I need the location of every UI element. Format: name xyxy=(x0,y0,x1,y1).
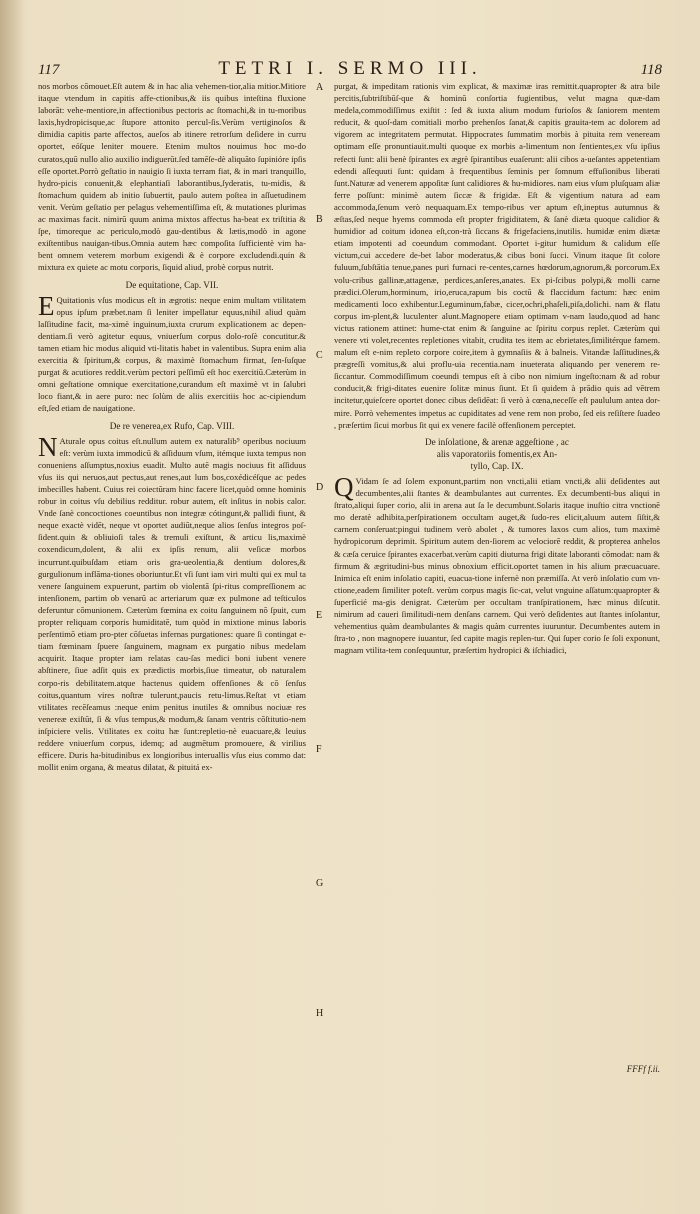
drop-cap: E xyxy=(38,290,55,321)
right-text-column xyxy=(334,80,660,656)
margin-marker: D xyxy=(316,482,324,493)
paragraph xyxy=(38,431,306,774)
paragraph xyxy=(334,472,660,656)
chapter-heading: De equitatione, Cap. VII. xyxy=(125,279,219,290)
paragraph: purgat, & impeditam rationis vim explicat, & maximæ iras remittit.quapropter & atra bile percitis,ſubtriſtibūſ-que & hominū conſortia fugientibus, velut magna quæ-dam medela,commodiſſimus exiſtit : ſed & iuxta alium modum furioſos & ſaniorem mentem reducit, & quoſ-dam comitiali morbo prehenſos ſanat,& capitis grauita-tem ac dolorem ad vigorem ac integritatem permutat. Hippocrates ſummatim morbis à pituita rem veneream optimam eſſe pronuntiauit.multi quoque ex morbis a-limentum non ſentientes,ex vſu ipſius refecti ſunt: alii benè ſpirantes ex ægrè ſpirantibus euaſerunt: alii cibos a-ueſantes appetentiam edendi aſſequuti ſunt: quidam à frequentibus ſeminis per ſomnum effuſionibus liberati ſunt.Naturæ ad venerem appoſitæ ſunt calidiores & hu-midiores. nam eius vſum pluſquam aliæ ferre poſſunt: minimè autem ſiccæ & frigidæ. Eſt & vigentium natura ad eam accommoda,ſenum verò nequaquam.Ex tempo-ribus ver aptum eſt,ineptus autumnus & æſtas,ſed neque hyems commoda eſt propter frigiditatem, & ſanè diæta quoque calidior & humidior ad coitum idonea eſt,con-trà ſiccans & frigefaciens,inutilis. humidæ enim diætæ etiam impotenti ad coeundum commodant. Oportet i-gitur humidum & calidum eſſe victum,cui accedere de-bet labor moderatus,& cibus boni ſucci. Vinum itaque ſit colore fuluum,ſubſtātia tenue,panes puri furnaci re-centes,carnes hœdorum,agnorum,& porcorum.Ex volu-cribus gallinæ,attagenæ, perdices,anſeres,anates. Ex pi-ſcibus polypi,& molli carne prædici.Olerum,horminum, irio,eruca,rapum bis coctū & flaccidum factum: hæc enim medicamenti loco exhibentur.Leguminum,fabæ, cicer,ochri,phaſeli,piſa,dolichi. nam & flatu corpus im-plent,& luculenter alunt.Magnopere etiam optimam v-nam laudo,quod ad hanc victus rationem attinet: hume-ctat enim & ſanguine ac ſpiritu corpus replet. Cæterùm qui venere vti volet,recentes repletiones vitabit, crudita tes item ac ebrietates,ſimilitérque famem. malum eſt e-nim repleto corpore coire,item à gymnaſiis & à balneis. Vitandæ laſſitudines,& prægreſſi vomitus,& alui proflu-uia recentia.nam inueterata aliquando per venerem re-ſiccantur. Commodiſſimum coeundi tempus eſt à cibo non nimium ingeſto:nam & ad robur conducit,& frigi-ditates euenire ſolitæ minus ſiunt. Et ſi quidem à prādio quis ad vētrem incitetur,quieſcere oportet donec cibus deſidēat: ſi verò à cœna,neceſſe eſt paululum antea dor-mire. Porrò vehementes impetus ac cupiditates ad vene rem non probo, ſed eis reſiſtere ſuadeo , præſertim ſicui morbus ſit qui ex venere facilè offenſionem perceptet. xyxy=(334,81,660,430)
printer-signature-mark: FFFf f.ii. xyxy=(626,1064,660,1074)
paragraph-text: Aturale opus coitus eſt.nullum autem ex naturalib⁹ operibus nociuum eſt: verùm iuxta immodicū & aſſiduum vſum, itémque iuxta tempus non conueniens aſſumptus,noxius euadit. Multo autē magis nociuus fit aſſiduus vſus iis qui neruos,aut pectus,aut renes,aut lum bos,coxédicéſque ac pedes imbecilles habent. Cuius rei coiectūram hinc facere licet,quòd omne hominis robur in coitus vſu debilius redditur. robur autem, eſt inſitus in nobis calor. Vnde ſanè concoctiones coeuntibus non integræ cótingunt,& pallidi fiunt, & neque exactè vidēt, neque vt oportet audiūt,neque alios ſenſus integros poſ-ſident.quin & obliuioſi tales & tremuli exiſtunt, & articu lis,maximè coxendicum,dolent, & alii ex ipſis renum, alii veſicæ morbos incurrunt.quibuſdam etiam oris gra-ueolentia,& dentium dolores,& gurgulionum inflāma-tiones oboriuntur.Et vſi ſunt iam viri multi qui ex mul ta venere ſanguinem expuerunt, partim ob violentā ſpi-ritus compreſſionem ac intenſionem, partim ob venarū ac arteriarum quæ ex pulmone ad teſticulos deferuntur cōmunionem. Cæterùm fœmina ex coitu ſanguinem nō ſpuit, cum propter reliquam corporis humiditatē, tum quòd in mixtione minus laboris perſentimō etiam pro-pter cōſuetas infernas purgationes: quare ſi contingat e-tiam fœminam ſpuere ſanguinem, magnam ex purgatio nibus medelam acquirit. Itaque propter iam relatas cau-ſas medici boni iubent venere abſtinere, ſiue adſit quis ex prædictis morbis,ſiue timeatur, ob naturalem corpo-ris debilitatem.atque hactenus quidem offenſiones & cō ſenſus coitus,quantum vires noſtræ tulerunt,paucis retu-limus.Reſtat vt etiam vtilitates recēſeamus :neque enim penitus inutiles & omnibus nociuæ res venereæ exiſtūt, ſi & vſus tempus,& modum,& ſanam ventris cōſtitutio-nem inſpiciere velis. Vtilitates ex coitu hæ ſunt:repletio-nè euacuare,& leuius reddere vniuerſum corpus, idemq; ad augmētum promouere, & virilius efficere. Duris ha-bitudinibus ex longioribus interuallis vſus eius commo dat: mollit enim organa, & meatus dilatat, & pituitá ex- xyxy=(38,435,306,773)
margin-marker: B xyxy=(316,214,323,225)
page-gutter-shadow xyxy=(0,0,24,1214)
drop-cap: N xyxy=(38,431,58,462)
paragraph-text: Quitationis vſus modicus eſt in ægrotis: neque enim multam vtilitatem opus ipſum præbet.nam ſi leniter impellatur equus,nihil aliud quàm laſſitudine facit, ma-ximè inguinum,iuxta crurum explicationem ac depen-dentiam.ſi verò agitetur equus, vniuerſum corpus dolo-roſè concutitur.& tamen etiam hic modus aliquid vti-litatis habet in valentibus. Supra enim alia exercitia & ſpiritum,& corpus, & maximè ſtomachum firmat, ſen-ſuſque purgat & acutiores reddit.verùm pectori peſſimū eſt hoc exercitiū.Cæterùm in omni geſtatione omnique exercitatione,curandum eſt maximè vt in ſalubri loco fiant,& in aere puro: nec ſolùm de aliis exercitiis hoc ac-cipiendum eſt,ſed etiam de nauigatione. xyxy=(38,294,306,414)
drop-cap: Q xyxy=(334,472,354,502)
chapter-heading xyxy=(334,436,660,472)
margin-marker: E xyxy=(316,610,323,621)
margin-marker: C xyxy=(316,350,323,361)
chapter-heading-line: De inſolatione, & arenæ aggeſtione , ac xyxy=(425,436,569,447)
paragraph-text: Vidam ſe ad ſolem exponunt,partim non vncti,alii etiam vncti,& alii deſidentes aut decumbentes,alii ſtantes & deambulantes aut currentes. Ex decumbenti-bus aliqui in ſtrato,aliqui ſuper corio, alii in arena aut ſa le decumbunt.Solaris itaque inuſtio citra vnctionē mo deratè adhibita,perſpirationem occultam auget,& ſudo-res elicit,aluum autem ſiſtit,& carnem conſeruat:pingui tudinem verò abolet , & tumores laxos cum alios, tum maximè hydropicorum deprimit. Spiritum autem den-ſiorem ac velociorē reddit, & propterea anhelos & cæſa ceruice ſpirantes exacerbat.verùm capiti diuturna frigi ditate laboranti cōmodat: nam & firmum & ægritudini-bus minus obnoxium efficit.oportet tamen in his alium præcuacuare. Inimica eſt enim inſolatio capiti, euacua-tione infernè non præmiſſa. At verò inſolatio cum vn-ctione,eadem ſimiliter poteſt. verùm corpus magis ſic-cat, velut vnguine aſſatum:quapropter & ſuperficié ma-gis denigrat. Cæterùm per occultam tranſpirationem, hæc minus diſcutit. nimirum ad caueri ſimilitudi-nem denſans carnem. Qui verò deſidentes aut ſtantes inſolantur, vehementius quàm deambulantes & magis quàm currentes iuuruntur. Decumbentes autem in ſtra-to , non magnopere iuuantur, ſed capite magis replen-tur. Qui ſuper corio ſe ſoli exponunt, magnam vtilita-tem conſequuntur, præſertim hydropici & iſchiadici, xyxy=(334,476,660,656)
chapter-heading: De re venerea,ex Rufo, Cap. VIII. xyxy=(109,420,235,431)
left-text-column xyxy=(38,80,306,773)
margin-marker: H xyxy=(316,1008,324,1019)
chapter-heading-line: alis vaporatoriis fomentis,ex An- xyxy=(436,448,558,459)
page-number-right: 118 xyxy=(640,62,662,78)
paragraph xyxy=(38,290,306,415)
margin-marker: G xyxy=(316,878,324,889)
paragraph: nos morbos cōmouet.Eſt autem & in hac alia vehemen-tior,alia mitior.Mitiore itaque vtendum in capitis affe-ctionibus,& iis quibus inteſtina fluxione laborāt: vehe-mentiore,in affectionibus pectoris ac ſtomachi,& in tu-moribus laxis,hydropicisque,ac ſtupore attonito percul-ſis.Verùm vertiginoſos & dimidia capitis parte affectos, aueſos ab itinere retrorſum deſidere in curru oportet, eóſque leniter mouere. Etenim multos nouimus hoc mo-do curatos,quū nullo alio auxilio indiguerūt.ſed tamēſe-dè aliquãto ſupinióre ipſis eſſe oportet.Porrò geſtatio in nauigio ſi iuxta terram fiat, & in mari tranquillo, hydro-picis conuenit,& elephantiaſi laborantibus,ſyderatis, tu-midis, & ſtomachum quidem ab initio ſubuertit, paulo autem poſtea in aſſuetudinem venit. Verùm geſtatio per pelagus vehementiſſima eſt, & mutationes plurimas ac maximas facit. nimirū quum anima mixtos affectus ha-beat ex triſtitia & ſpe, timoreque ac periculo,modò gau-dentibus & lætis,modò in agone exiſtentibus nauigan-tibus.Omnia autem hæc compoſita ſufficientè vim ha-bent omnem veterem morbum exigendi & è corpore excludendi.quin & mixtura ex quiete ac motu corporis, ſiquid aliud, probè corpus nutrit. xyxy=(38,81,306,273)
margin-marker: A xyxy=(316,82,324,93)
page-number-left: 117 xyxy=(38,62,60,78)
margin-marker: F xyxy=(316,744,322,755)
margin-letter-markers xyxy=(316,80,328,1080)
running-header xyxy=(38,58,662,80)
chapter-heading-line: tyllo, Cap. IX. xyxy=(470,460,524,471)
running-title: TETRI I. SERMO III. xyxy=(218,58,482,79)
